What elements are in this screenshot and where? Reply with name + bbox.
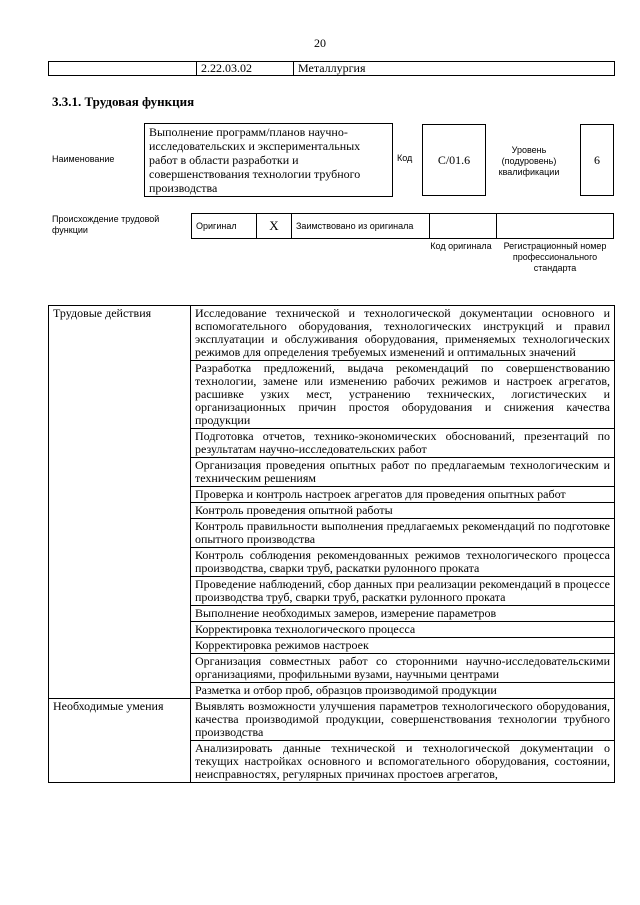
- labor-action: Контроль соблюдения рекомендованных режимов технологического процесса производства, сварки труб, раскатки рулонного проката: [191, 548, 615, 577]
- borrowed-label: Заимствовано из оригинала: [292, 214, 430, 239]
- header-name: Металлургия: [294, 62, 615, 76]
- function-code: C/01.6: [422, 124, 486, 196]
- skill: Анализировать данные технической и технологической документации о текущих настройках основного и вспомогательного оборудования, состоянии, неисправностях, регулярных причинах простоев агрегатов,: [191, 741, 615, 783]
- borrowed-code-cell: [430, 214, 497, 239]
- code-original-caption: Код оригинала: [430, 241, 492, 251]
- section-title: 3.3.1. Трудовая функция: [52, 94, 195, 109]
- regnum-caption: Регистрационный номер профессионального стандарта: [503, 241, 607, 273]
- function-name: Выполнение программ/планов научно-исследовательских и экспериментальных работ в области разработки и совершенствования технологии трубного производства: [144, 123, 393, 197]
- borrowed-regnum-cell: [497, 214, 614, 239]
- header-table: [48, 61, 615, 76]
- level-label: Уровень (подуровень) квалификации: [498, 145, 560, 177]
- function-table: [48, 305, 615, 783]
- code-label: Код: [397, 153, 413, 163]
- table-row: [49, 699, 615, 741]
- labor-action: Контроль проведения опытной работы: [191, 503, 615, 519]
- labor-action: Разработка предложений, выдача рекомендаций по совершенствованию технологии, замене или изменению рабочих режимов и настроек агрегатов, расшивке узких мест, устранению технических, логистических и организационных причин простоя оборудования и снижения качества продукции: [191, 361, 615, 429]
- labor-actions-label: Трудовые действия: [49, 306, 191, 699]
- labor-action: Проверка и контроль настроек агрегатов для проведения опытных работ: [191, 487, 615, 503]
- origin-label: Происхождение трудовой функции: [52, 214, 160, 235]
- labor-action: Проведение наблюдений, сбор данных при реализации рекомендаций в процессе производства труб, сварки труб, раскатки рулонного проката: [191, 577, 615, 606]
- labor-action: Выполнение необходимых замеров, измерение параметров: [191, 606, 615, 622]
- labor-action: Корректировка режимов настроек: [191, 638, 615, 654]
- original-mark: X: [257, 214, 292, 239]
- name-label: Наименование: [52, 154, 115, 164]
- function-level: 6: [580, 124, 614, 196]
- origin-table: [191, 213, 614, 239]
- page-number: 20: [314, 36, 326, 50]
- labor-action: Исследование технической и технологической документации основного и вспомогательного оборудования, технологических инструкций и правил эксплуатации и обслуживания оборудования, применяемых технологических режимов для определения требуемых изменений и оптимальных значений: [191, 306, 615, 361]
- labor-action: Корректировка технологического процесса: [191, 622, 615, 638]
- original-label: Оригинал: [192, 214, 257, 239]
- skill: Выявлять возможности улучшения параметров технологического оборудования, качества производимой продукции, совершенствования технологии трубного производства: [191, 699, 615, 741]
- skills-label: Необходимые умения: [49, 699, 191, 783]
- table-row: [49, 306, 615, 361]
- labor-action: Разметка и отбор проб, образцов производимой продукции: [191, 683, 615, 699]
- labor-action: Подготовка отчетов, технико-экономических обоснований, презентаций по результатам научно-исследовательских работ: [191, 429, 615, 458]
- header-cell-empty: [49, 62, 197, 76]
- labor-action: Организация совместных работ со сторонними научно-исследовательскими организациями, профильными вузами, научными центрами: [191, 654, 615, 683]
- labor-action: Контроль правильности выполнения предлагаемых рекомендаций по подготовке опытного производства: [191, 519, 615, 548]
- header-code: 2.22.03.02: [197, 62, 294, 76]
- labor-action: Организация проведения опытных работ по предлагаемым технологическим и техническим решениям: [191, 458, 615, 487]
